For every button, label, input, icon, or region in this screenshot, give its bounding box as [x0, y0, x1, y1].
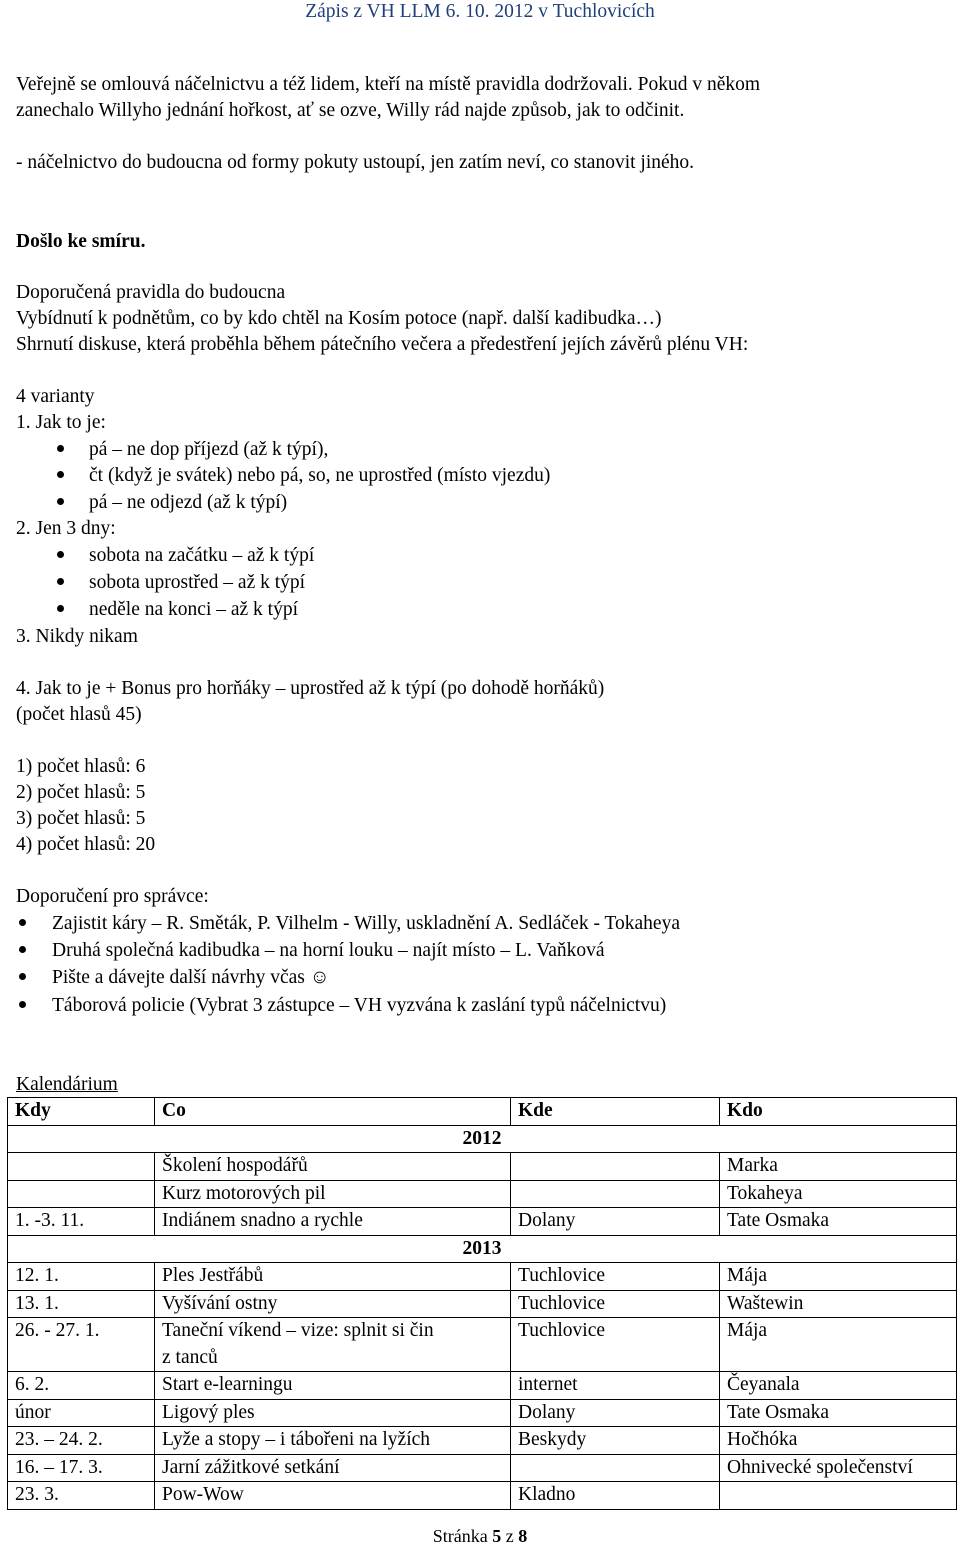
table-cell: 13. 1. [8, 1290, 155, 1318]
cell-line: Taneční víkend – vize: splnit si čin [162, 1320, 434, 1341]
column-header-kdo: Kdo [720, 1098, 957, 1126]
table-cell [8, 1180, 155, 1208]
table-cell: Tuchlovice [511, 1290, 720, 1318]
table-cell: Ples Jestřábů [155, 1263, 511, 1291]
bullet-icon [57, 605, 64, 612]
variant-1-item: pá – ne dop příjezd (až k týpí), [89, 439, 329, 460]
table-cell: Lyže a stopy – i tábořeni na lyžích [155, 1427, 511, 1455]
table-row [8, 1290, 957, 1318]
rules-heading: Doporučená pravidla do budoucna [16, 282, 286, 303]
table-row [8, 1263, 957, 1291]
calendar-table [7, 1097, 957, 1510]
table-cell [511, 1454, 720, 1482]
bullet-icon [57, 551, 64, 558]
bullet-icon [19, 946, 26, 953]
table-cell: 1. -3. 11. [8, 1208, 155, 1236]
admin-item: Táborová policie (Vybrat 3 zástupce – VH vyzvána k zaslání typů náčelnictvu) [52, 995, 667, 1016]
table-cell: Tuchlovice [511, 1263, 720, 1291]
table-cell: Ligový ples [155, 1399, 511, 1427]
intro-line-2: zanechalo Willyho jednání hořkost, ať se ozve, Willy rád najde způsob, jak to odčinit. [16, 100, 685, 121]
table-cell: Marka [720, 1153, 957, 1181]
table-cell: Waštewin [720, 1290, 957, 1318]
bullet-icon [57, 471, 64, 478]
admin-item: Zajistit káry – R. Směták, P. Vilhelm - Willy, uskladnění A. Sedláček - Tokaheya [52, 913, 680, 934]
table-cell [511, 1180, 720, 1208]
table-cell: Dolany [511, 1399, 720, 1427]
variant-2-item: sobota uprostřed – až k týpí [89, 572, 306, 593]
page-footer [0, 1527, 960, 1545]
year-2012: 2012 [8, 1125, 957, 1153]
intro-line-1: Veřejně se omlouvá náčelnictvu a též lidem, kteří na místě pravidla dodržovali. Pokud v někom [16, 74, 761, 95]
table-cell: Vyšívání ostny [155, 1290, 511, 1318]
admin-item: Pište a dávejte další návrhy včas ☺ [52, 967, 330, 988]
bullet-icon [57, 578, 64, 585]
column-header-co: Co [155, 1098, 511, 1126]
table-cell: 26. - 27. 1. [8, 1318, 155, 1372]
variant-1-title: 1. Jak to je: [16, 412, 106, 433]
table-row [8, 1372, 957, 1400]
table-row [8, 1208, 957, 1236]
year-2013: 2013 [8, 1235, 957, 1263]
table-cell: Start e-learningu [155, 1372, 511, 1400]
table-row [8, 1153, 957, 1181]
table-header-row [8, 1098, 957, 1126]
table-cell: Tate Osmaka [720, 1208, 957, 1236]
table-cell [511, 1153, 720, 1181]
variant-2-item: sobota na začátku – až k týpí [89, 545, 315, 566]
year-row [8, 1125, 957, 1153]
bullet-icon [57, 498, 64, 505]
table-cell: Jarní zážitkové setkání [155, 1454, 511, 1482]
table-row [8, 1427, 957, 1455]
table-cell: Dolany [511, 1208, 720, 1236]
table-cell: Čeyanala [720, 1372, 957, 1400]
table-cell: 12. 1. [8, 1263, 155, 1291]
vote-line: 3) počet hlasů: 5 [16, 808, 146, 829]
column-header-kdy: Kdy [8, 1098, 155, 1126]
bullet-icon [57, 445, 64, 452]
table-cell [155, 1318, 511, 1372]
rules-line-1: Vybídnutí k podnětům, co by kdo chtěl na Kosím potoce (např. další kadibudka…) [16, 308, 662, 329]
table-cell: Ohnivecké společenství [720, 1454, 957, 1482]
footer-page-number: 5 [492, 1526, 502, 1546]
table-cell: 6. 2. [8, 1372, 155, 1400]
table-cell: Kladno [511, 1482, 720, 1510]
calendar-title: Kalendárium [16, 1074, 118, 1095]
intro-line-3: - náčelnictvo do budoucna od formy pokuty ustoupí, jen zatím neví, co stanovit jiného. [16, 152, 695, 173]
variant-2-item: neděle na konci – až k týpí [89, 599, 299, 620]
table-cell: Mája [720, 1263, 957, 1291]
table-row [8, 1482, 957, 1510]
table-row [8, 1180, 957, 1208]
footer-mid: z [501, 1526, 519, 1546]
column-header-kde: Kde [511, 1098, 720, 1126]
agreement-heading: Došlo ke smíru. [16, 231, 146, 252]
table-cell [720, 1482, 957, 1510]
table-cell: Indiánem snadno a rychle [155, 1208, 511, 1236]
footer-page-total: 8 [518, 1526, 528, 1546]
bullet-icon [19, 973, 26, 980]
footer-prefix: Stránka [432, 1526, 493, 1546]
variant-4-line-2: (počet hlasů 45) [16, 704, 142, 725]
table-row [8, 1454, 957, 1482]
table-cell: Školení hospodářů [155, 1153, 511, 1181]
year-row [8, 1235, 957, 1263]
table-row [8, 1399, 957, 1427]
variant-2-title: 2. Jen 3 dny: [16, 518, 116, 539]
variant-3-title: 3. Nikdy nikam [16, 626, 138, 647]
variant-1-item: čt (když je svátek) nebo pá, so, ne uprostřed (místo vjezdu) [89, 465, 551, 486]
vote-line: 2) počet hlasů: 5 [16, 782, 146, 803]
bullet-icon [19, 1001, 26, 1008]
variant-1-item: pá – ne odjezd (až k týpí) [89, 492, 288, 513]
table-cell: Tate Osmaka [720, 1399, 957, 1427]
table-cell: Kurz motorových pil [155, 1180, 511, 1208]
page-header: Zápis z VH LLM 6. 10. 2012 v Tuchlovicích [305, 1, 655, 22]
table-cell: Tokaheya [720, 1180, 957, 1208]
admin-item: Druhá společná kadibudka – na horní louku – najít místo – L. Vaňková [52, 940, 605, 961]
table-row [8, 1318, 957, 1372]
admin-heading: Doporučení pro správce: [16, 886, 209, 907]
table-cell: 23. 3. [8, 1482, 155, 1510]
cell-line: z tanců [162, 1346, 218, 1368]
table-cell: Mája [720, 1318, 957, 1372]
table-cell [8, 1153, 155, 1181]
bullet-icon [19, 919, 26, 926]
table-cell: Pow-Wow [155, 1482, 511, 1510]
variant-4-line-1: 4. Jak to je + Bonus pro horňáky – uprostřed až k týpí (po dohodě horňáků) [16, 678, 605, 699]
table-cell: 16. – 17. 3. [8, 1454, 155, 1482]
rules-line-2: Shrnutí diskuse, která proběhla během pátečního večera a předestření jejích závěrů plénu VH: [16, 334, 749, 355]
table-cell: 23. – 24. 2. [8, 1427, 155, 1455]
table-cell: Hočhóka [720, 1427, 957, 1455]
vote-line: 4) počet hlasů: 20 [16, 834, 156, 855]
table-cell: Tuchlovice [511, 1318, 720, 1372]
table-cell: Beskydy [511, 1427, 720, 1455]
table-cell: únor [8, 1399, 155, 1427]
table-cell: internet [511, 1372, 720, 1400]
vote-line: 1) počet hlasů: 6 [16, 756, 146, 777]
variants-label: 4 varianty [16, 386, 95, 407]
